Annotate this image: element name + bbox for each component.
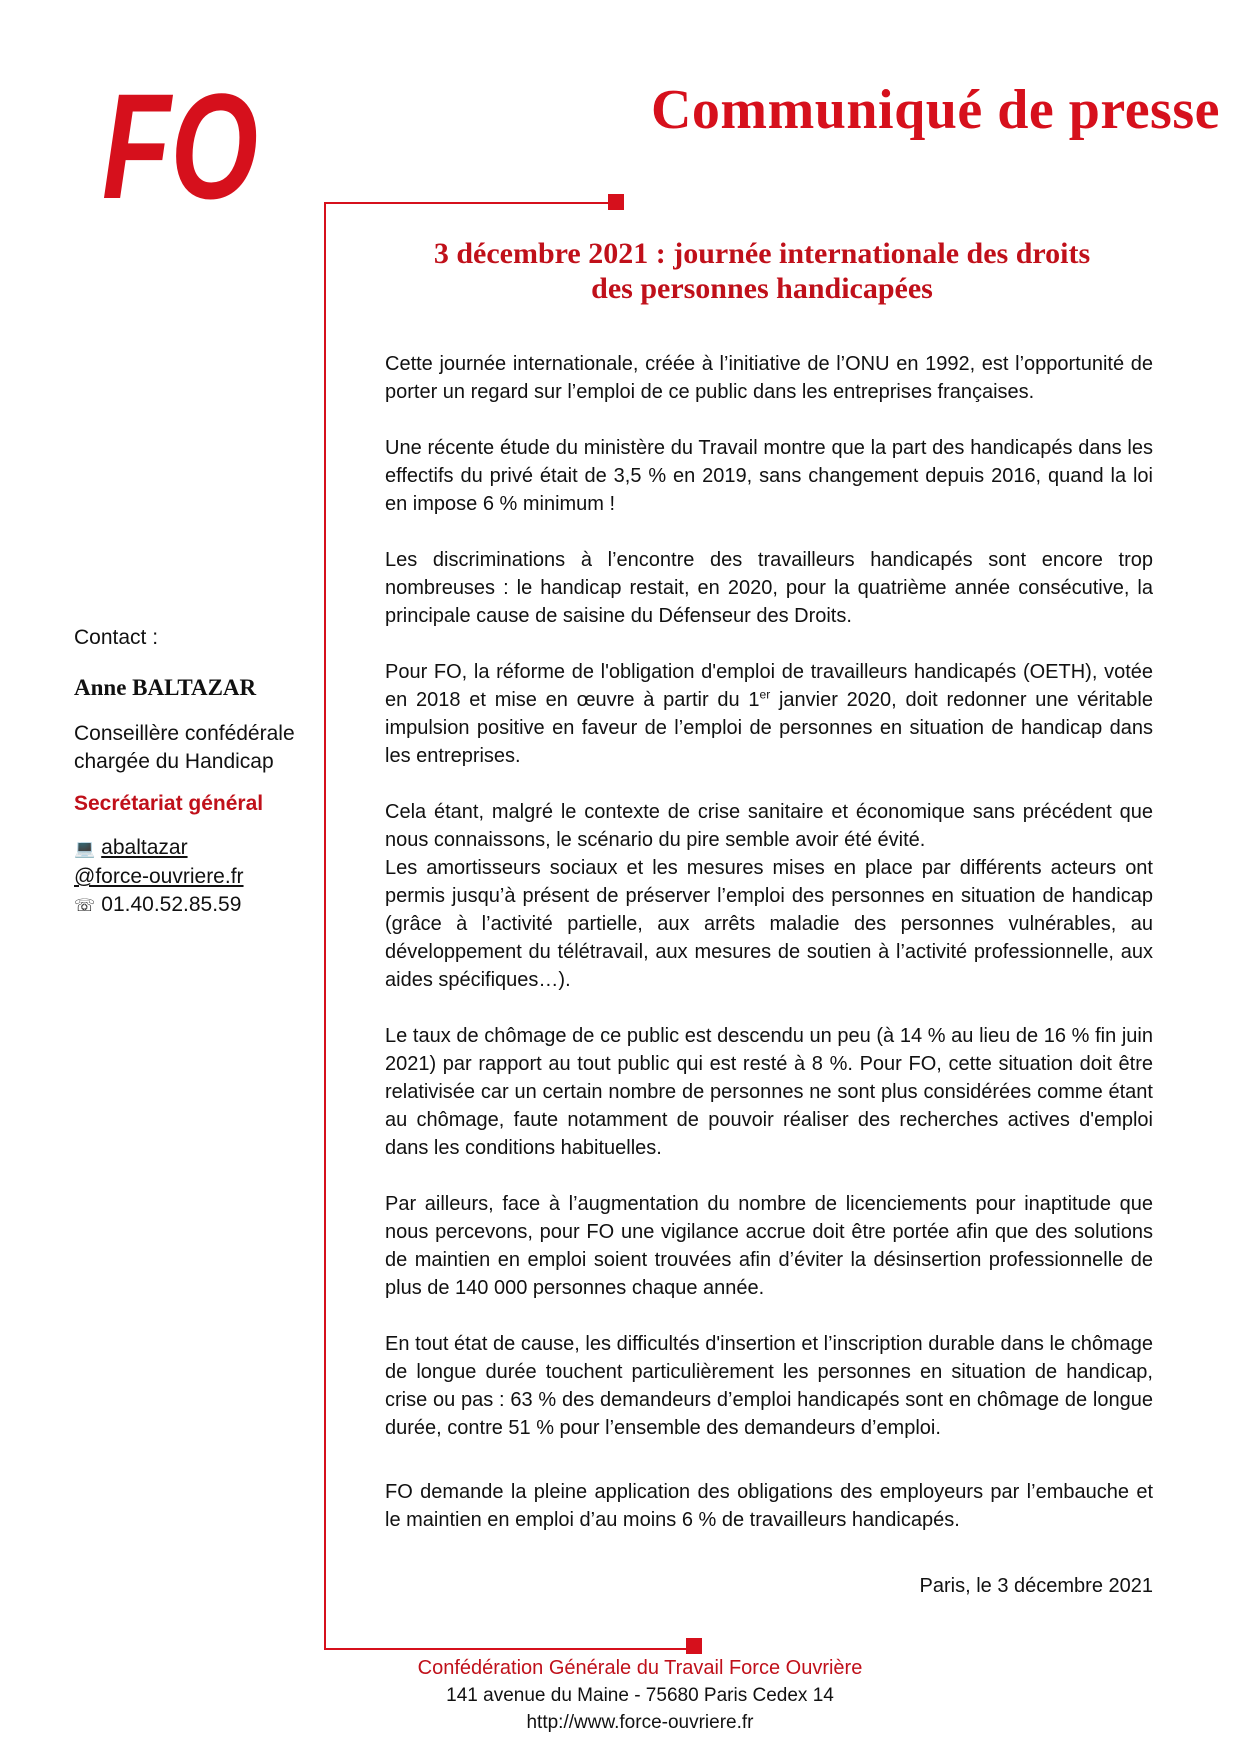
- contact-label: Contact :: [74, 626, 159, 649]
- frame-left-line: [324, 202, 326, 1650]
- document-body: [385, 350, 1153, 1562]
- frame-bottom-square: [686, 1638, 702, 1654]
- email-link-part[interactable]: @force-ouvriere.fr: [74, 865, 244, 888]
- body-paragraph-reform: [385, 658, 1153, 770]
- body-paragraph: Par ailleurs, face à l’augmentation du nombre de licenciements pour inaptitude que nous percevons, pour FO une vigilance accrue doit être portée afin que des solutions de maintien en emploi soient trouvées afin d’éviter la désinsertion professionnelle de plus de 140 000 personnes chaque année.: [385, 1193, 1153, 1299]
- document-title: [372, 236, 1152, 306]
- body-paragraph: Les discriminations à l’encontre des travailleurs handicapés sont encore trop nombreuses : le handicap restait, en 2020, pour la quatrième année consécutive, la principale cause de saisine du Défenseur des Droits.: [385, 549, 1153, 627]
- signoff: Paris, le 3 décembre 2021: [919, 1575, 1153, 1597]
- contact-role-line: chargée du Handicap: [74, 750, 274, 773]
- contact-email-row[interactable]: [74, 834, 314, 863]
- reform-text: janvier 2020, doit redonner une véritable impulsion positive en faveur de l’emploi de personnes en situation de handicap dans les entreprises.: [385, 689, 1153, 767]
- contact-block: [74, 624, 314, 920]
- fo-logo: [100, 62, 260, 230]
- contact-phone: 01.40.52.85.59: [101, 893, 242, 916]
- body-paragraph: En tout état de cause, les difficultés d'insertion et l’inscription durable dans le chômage de longue durée touchent particulièrement les personnes en situation de handicap, crise ou pas : 63 % des demandeurs d’emploi handicapés sont en chômage de longue durée, contre 51 % pour l’ensemble des demandeurs d’emploi.: [385, 1333, 1153, 1439]
- body-paragraph: Cette journée internationale, créée à l’initiative de l’ONU en 1992, est l’opportunité de porter un regard sur l’emploi de ce public dans les entreprises françaises.: [385, 353, 1153, 403]
- fo-logo-text: FO: [102, 62, 258, 230]
- contact-role: [74, 720, 314, 776]
- footer-organization: Confédération Générale du Travail Force Ouvrière: [417, 1657, 863, 1679]
- reform-text: Pour FO, la réforme de l'obligation d'emploi de travailleurs handicapés (OETH), votée en 2018 et mise en œuvre à partir du 1: [385, 661, 1153, 711]
- footer: [400, 1655, 880, 1736]
- footer-website-link[interactable]: http://www.force-ouvriere.fr: [526, 1712, 754, 1733]
- contact-phone-row: [74, 891, 314, 920]
- body-paragraph: Une récente étude du ministère du Travail montre que la part des handicapés dans les effectifs du privé était de 3,5 % en 2019, sans changement depuis 2016, quand la loi en impose 6 % minimum !: [385, 437, 1153, 515]
- body-paragraph: Cela étant, malgré le contexte de crise sanitaire et économique sans précédent que nous connaissons, le scénario du pire semble avoir été évité.: [385, 801, 1153, 851]
- telephone-icon: ☏: [74, 896, 96, 915]
- laptop-icon: 💻: [74, 839, 96, 858]
- footer-address: 141 avenue du Maine - 75680 Paris Cedex 14: [446, 1685, 834, 1706]
- document-title-line: des personnes handicapées: [591, 272, 933, 305]
- frame-top-square: [608, 194, 624, 210]
- body-paragraph: Le taux de chômage de ce public est descendu un peu (à 14 % au lieu de 16 % fin juin 2021) par rapport au tout public qui est resté à 8 %. Pour FO, cette situation doit être relativisée car un certain nombre de personnes ne sont plus considérées comme étant au chômage, faute notamment de pouvoir réaliser des recherches actives d'emploi dans les conditions habituelles.: [385, 1025, 1153, 1159]
- contact-role-line: Conseillère confédérale: [74, 722, 295, 745]
- email-link-part[interactable]: abaltazar: [101, 836, 188, 859]
- document-title-line: 3 décembre 2021 : journée internationale des droits: [433, 237, 1091, 270]
- contact-department: Secrétariat général: [74, 792, 264, 815]
- page-title: Communiqué de presse: [650, 79, 1220, 141]
- contact-name: Anne BALTAZAR: [74, 675, 257, 700]
- body-paragraph: Les amortisseurs sociaux et les mesures mises en place par différents acteurs ont permis jusqu’à présent de préserver l’emploi des personnes en situation de handicap (grâce à l’activité partielle, aux arrêts maladie des personnes vulnérables, au développement du télétravail, aux mesures de soutien à l’activité professionnelle, aux aides spécifiques…).: [385, 857, 1153, 991]
- frame-top-line: [324, 202, 616, 204]
- body-paragraph: FO demande la pleine application des obligations des employeurs par l’embauche et le maintien en emploi d’au moins 6 % de travailleurs handicapés.: [385, 1481, 1153, 1531]
- reform-superscript: er: [759, 687, 771, 702]
- frame-bottom-line: [324, 1648, 694, 1650]
